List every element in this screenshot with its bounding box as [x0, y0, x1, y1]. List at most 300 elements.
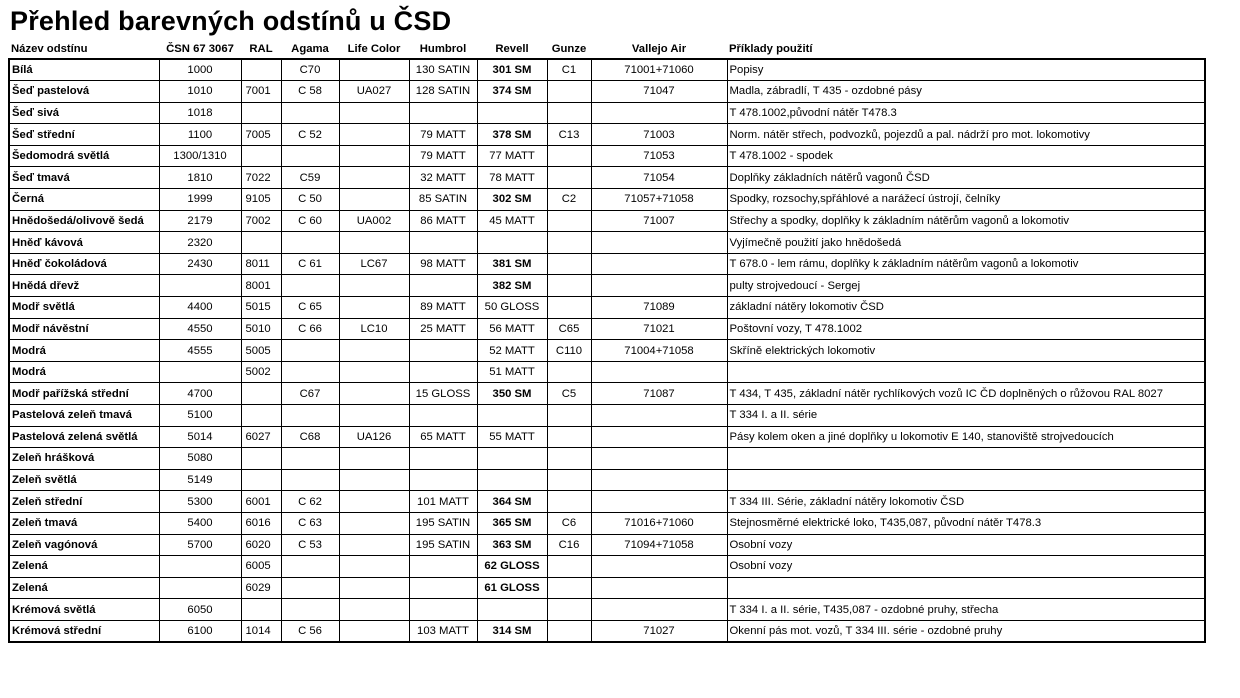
cell-humbrol: 103 MATT — [409, 620, 477, 642]
cell-vallejo-air: 71003 — [591, 124, 727, 146]
cell-humbrol — [409, 275, 477, 297]
cell-humbrol: 130 SATIN — [409, 59, 477, 81]
cell-usage: Skříně elektrických lokomotiv — [727, 340, 1205, 362]
cell-shade-name: Zeleň střední — [9, 491, 159, 513]
cell-ral: 6016 — [241, 512, 281, 534]
cell-revell: 50 GLOSS — [477, 297, 547, 319]
table-row — [9, 534, 1205, 556]
table-row — [9, 318, 1205, 340]
cell-revell — [477, 469, 547, 491]
header-revell: Revell — [495, 43, 529, 55]
cell-agama: C 52 — [281, 124, 339, 146]
cell-revell: 365 SM — [477, 512, 547, 534]
cell-agama — [281, 102, 339, 124]
cell-usage: Stejnosměrné elektrické loko, T435,087, původní nátěr T478.3 — [727, 512, 1205, 534]
table-row — [9, 340, 1205, 362]
cell-life-color — [339, 167, 409, 189]
cell-usage — [727, 469, 1205, 491]
cell-humbrol — [409, 469, 477, 491]
cell-agama — [281, 469, 339, 491]
cell-gunze — [547, 145, 591, 167]
cell-usage: T 434, T 435, základní nátěr rychlíkových vozů IC ČD doplněných o růžovou RAL 8027 — [727, 383, 1205, 405]
cell-shade-name: Zeleň hrášková — [9, 448, 159, 470]
cell-shade-name: Zelená — [9, 577, 159, 599]
cell-vallejo-air: 71007 — [591, 210, 727, 232]
cell-csn: 5149 — [159, 469, 241, 491]
cell-revell: 61 GLOSS — [477, 577, 547, 599]
cell-ral: 1014 — [241, 620, 281, 642]
cell-humbrol — [409, 102, 477, 124]
cell-revell: 374 SM — [477, 81, 547, 103]
cell-life-color — [339, 534, 409, 556]
cell-revell: 382 SM — [477, 275, 547, 297]
cell-shade-name: Modrá — [9, 340, 159, 362]
cell-shade-name: Šeď střední — [9, 124, 159, 146]
cell-revell: 350 SM — [477, 383, 547, 405]
cell-life-color — [339, 383, 409, 405]
cell-revell: 301 SM — [477, 59, 547, 81]
cell-humbrol: 101 MATT — [409, 491, 477, 513]
table-row — [9, 145, 1205, 167]
table-row — [9, 102, 1205, 124]
cell-gunze — [547, 448, 591, 470]
cell-humbrol — [409, 556, 477, 578]
cell-shade-name: Hnědošedá/olivově šedá — [9, 210, 159, 232]
color-shades-table — [8, 40, 1206, 643]
cell-shade-name: Zelená — [9, 556, 159, 578]
cell-csn: 4550 — [159, 318, 241, 340]
cell-ral — [241, 448, 281, 470]
cell-csn: 5300 — [159, 491, 241, 513]
cell-csn: 6050 — [159, 599, 241, 621]
cell-revell — [477, 405, 547, 427]
cell-life-color — [339, 556, 409, 578]
cell-life-color: LC67 — [339, 253, 409, 275]
cell-csn: 1018 — [159, 102, 241, 124]
cell-ral — [241, 232, 281, 254]
cell-vallejo-air: 71047 — [591, 81, 727, 103]
cell-agama: C 53 — [281, 534, 339, 556]
cell-shade-name: Modř světlá — [9, 297, 159, 319]
cell-usage: Osobní vozy — [727, 556, 1205, 578]
cell-usage: Norm. nátěr střech, podvozků, pojezdů a pal. nádrží pro mot. lokomotivy — [727, 124, 1205, 146]
table-row — [9, 253, 1205, 275]
cell-shade-name: Šeď sivá — [9, 102, 159, 124]
cell-ral: 6001 — [241, 491, 281, 513]
cell-ral — [241, 599, 281, 621]
cell-humbrol: 79 MATT — [409, 145, 477, 167]
cell-gunze — [547, 556, 591, 578]
cell-vallejo-air — [591, 448, 727, 470]
cell-humbrol: 195 SATIN — [409, 512, 477, 534]
cell-vallejo-air — [591, 491, 727, 513]
cell-usage: T 478.1002,původní nátěr T478.3 — [727, 102, 1205, 124]
cell-shade-name: Hněď čokoládová — [9, 253, 159, 275]
cell-agama — [281, 599, 339, 621]
cell-gunze: C110 — [547, 340, 591, 362]
header-humbrol: Humbrol — [419, 43, 467, 55]
cell-revell: 62 GLOSS — [477, 556, 547, 578]
cell-usage: Madla, zábradlí, T 435 - ozdobné pásy — [727, 81, 1205, 103]
cell-life-color — [339, 599, 409, 621]
cell-csn: 4700 — [159, 383, 241, 405]
cell-csn: 5400 — [159, 512, 241, 534]
cell-usage: T 334 III. Série, základní nátěry lokomotiv ČSD — [727, 491, 1205, 513]
cell-humbrol: 128 SATIN — [409, 81, 477, 103]
cell-vallejo-air: 71094+71058 — [591, 534, 727, 556]
cell-life-color — [339, 577, 409, 599]
cell-gunze — [547, 102, 591, 124]
cell-ral: 5002 — [241, 361, 281, 383]
cell-usage — [727, 577, 1205, 599]
cell-revell: 378 SM — [477, 124, 547, 146]
header-agama: Agama — [291, 43, 329, 55]
cell-humbrol: 89 MATT — [409, 297, 477, 319]
cell-ral: 5005 — [241, 340, 281, 362]
cell-usage: Střechy a spodky, doplňky k základním nátěrům vagonů a lokomotiv — [727, 210, 1205, 232]
header-vallejo-air: Vallejo Air — [631, 43, 687, 55]
cell-usage — [727, 361, 1205, 383]
page-title: Přehled barevných odstínů u ČSD — [10, 6, 452, 36]
cell-life-color — [339, 491, 409, 513]
cell-ral: 8001 — [241, 275, 281, 297]
cell-shade-name: Modrá — [9, 361, 159, 383]
cell-agama — [281, 340, 339, 362]
cell-vallejo-air — [591, 361, 727, 383]
cell-gunze — [547, 620, 591, 642]
cell-gunze — [547, 275, 591, 297]
cell-humbrol — [409, 599, 477, 621]
cell-shade-name: Modř návěstní — [9, 318, 159, 340]
cell-gunze: C65 — [547, 318, 591, 340]
cell-ral: 7001 — [241, 81, 281, 103]
cell-agama — [281, 232, 339, 254]
table-row — [9, 297, 1205, 319]
cell-vallejo-air — [591, 556, 727, 578]
cell-ral: 6005 — [241, 556, 281, 578]
cell-humbrol — [409, 405, 477, 427]
cell-agama — [281, 577, 339, 599]
cell-life-color: UA126 — [339, 426, 409, 448]
table-row — [9, 405, 1205, 427]
cell-usage: Spodky, rozsochy,spřáhlové a narážecí ústrojí, čelníky — [727, 189, 1205, 211]
table-row — [9, 59, 1205, 81]
cell-vallejo-air: 71001+71060 — [591, 59, 727, 81]
cell-vallejo-air: 71027 — [591, 620, 727, 642]
table-row — [9, 167, 1205, 189]
cell-revell: 302 SM — [477, 189, 547, 211]
cell-life-color — [339, 145, 409, 167]
cell-gunze — [547, 491, 591, 513]
cell-life-color — [339, 361, 409, 383]
cell-life-color — [339, 189, 409, 211]
cell-ral — [241, 145, 281, 167]
cell-csn: 1010 — [159, 81, 241, 103]
cell-humbrol — [409, 232, 477, 254]
cell-shade-name: Pastelová zelená světlá — [9, 426, 159, 448]
table-row — [9, 577, 1205, 599]
cell-csn: 4555 — [159, 340, 241, 362]
cell-vallejo-air: 71087 — [591, 383, 727, 405]
cell-usage: Doplňky základních nátěrů vagonů ČSD — [727, 167, 1205, 189]
cell-revell — [477, 599, 547, 621]
cell-life-color: UA027 — [339, 81, 409, 103]
cell-gunze — [547, 469, 591, 491]
header-csn: ČSN 67 3067 — [166, 43, 234, 55]
cell-shade-name: Šeď tmavá — [9, 167, 159, 189]
cell-humbrol: 65 MATT — [409, 426, 477, 448]
cell-usage: T 678.0 - lem rámu, doplňky k základním nátěrům vagonů a lokomotiv — [727, 253, 1205, 275]
cell-humbrol: 86 MATT — [409, 210, 477, 232]
cell-life-color — [339, 59, 409, 81]
cell-agama: C 61 — [281, 253, 339, 275]
cell-revell: 51 MATT — [477, 361, 547, 383]
cell-ral — [241, 383, 281, 405]
cell-life-color — [339, 340, 409, 362]
cell-humbrol: 85 SATIN — [409, 189, 477, 211]
cell-revell: 52 MATT — [477, 340, 547, 362]
cell-agama: C70 — [281, 59, 339, 81]
cell-vallejo-air — [591, 102, 727, 124]
cell-vallejo-air: 71057+71058 — [591, 189, 727, 211]
table-row — [9, 81, 1205, 103]
cell-revell: 45 MATT — [477, 210, 547, 232]
cell-vallejo-air — [591, 577, 727, 599]
cell-csn — [159, 361, 241, 383]
table-row — [9, 189, 1205, 211]
cell-revell: 78 MATT — [477, 167, 547, 189]
cell-life-color — [339, 102, 409, 124]
cell-shade-name: Šedomodrá světlá — [9, 145, 159, 167]
cell-ral: 5010 — [241, 318, 281, 340]
cell-vallejo-air: 71016+71060 — [591, 512, 727, 534]
cell-csn: 1810 — [159, 167, 241, 189]
cell-shade-name: Zeleň vagónová — [9, 534, 159, 556]
header-ral: RAL — [249, 43, 273, 55]
cell-shade-name: Krémová světlá — [9, 599, 159, 621]
cell-csn: 1000 — [159, 59, 241, 81]
cell-shade-name: Zeleň světlá — [9, 469, 159, 491]
cell-gunze — [547, 599, 591, 621]
cell-usage: Popisy — [727, 59, 1205, 81]
table-row — [9, 620, 1205, 642]
table-header-row — [9, 40, 1205, 59]
cell-usage: T 334 I. a II. série — [727, 405, 1205, 427]
cell-revell — [477, 102, 547, 124]
cell-agama — [281, 448, 339, 470]
cell-usage: Poštovní vozy, T 478.1002 — [727, 318, 1205, 340]
cell-shade-name: Černá — [9, 189, 159, 211]
cell-ral — [241, 102, 281, 124]
cell-agama — [281, 361, 339, 383]
cell-usage: Vyjímečně použití jako hnědošedá — [727, 232, 1205, 254]
cell-gunze — [547, 81, 591, 103]
cell-agama — [281, 275, 339, 297]
cell-shade-name: Zeleň tmavá — [9, 512, 159, 534]
cell-revell — [477, 232, 547, 254]
cell-ral — [241, 405, 281, 427]
cell-life-color — [339, 405, 409, 427]
cell-csn — [159, 275, 241, 297]
cell-usage: Okenní pás mot. vozů, T 334 III. série - ozdobné pruhy — [727, 620, 1205, 642]
cell-csn: 1300/1310 — [159, 145, 241, 167]
cell-gunze — [547, 167, 591, 189]
cell-csn: 2179 — [159, 210, 241, 232]
cell-ral: 7005 — [241, 124, 281, 146]
table-row — [9, 599, 1205, 621]
cell-humbrol: 79 MATT — [409, 124, 477, 146]
cell-csn: 5014 — [159, 426, 241, 448]
cell-gunze — [547, 210, 591, 232]
cell-agama: C 66 — [281, 318, 339, 340]
cell-shade-name: Hnědá dřevž — [9, 275, 159, 297]
cell-gunze — [547, 253, 591, 275]
table-row — [9, 469, 1205, 491]
cell-agama: C67 — [281, 383, 339, 405]
cell-life-color — [339, 297, 409, 319]
cell-shade-name: Hněď kávová — [9, 232, 159, 254]
cell-vallejo-air: 71089 — [591, 297, 727, 319]
cell-gunze — [547, 405, 591, 427]
cell-gunze — [547, 297, 591, 319]
cell-agama: C 56 — [281, 620, 339, 642]
cell-agama — [281, 145, 339, 167]
table-row — [9, 556, 1205, 578]
cell-gunze — [547, 361, 591, 383]
cell-humbrol — [409, 577, 477, 599]
cell-humbrol: 32 MATT — [409, 167, 477, 189]
cell-revell: 55 MATT — [477, 426, 547, 448]
cell-agama: C68 — [281, 426, 339, 448]
cell-csn: 4400 — [159, 297, 241, 319]
cell-usage: Osobní vozy — [727, 534, 1205, 556]
cell-usage: T 478.1002 - spodek — [727, 145, 1205, 167]
cell-usage: Pásy kolem oken a jiné doplňky u lokomotiv E 140, stanoviště strojvedoucích — [727, 426, 1205, 448]
cell-vallejo-air: 71021 — [591, 318, 727, 340]
cell-life-color — [339, 469, 409, 491]
cell-csn: 2320 — [159, 232, 241, 254]
cell-gunze: C2 — [547, 189, 591, 211]
cell-gunze: C5 — [547, 383, 591, 405]
cell-gunze: C1 — [547, 59, 591, 81]
cell-vallejo-air — [591, 275, 727, 297]
cell-revell: 77 MATT — [477, 145, 547, 167]
cell-life-color — [339, 512, 409, 534]
cell-csn: 1999 — [159, 189, 241, 211]
cell-usage: základní nátěry lokomotiv ČSD — [727, 297, 1205, 319]
cell-humbrol — [409, 361, 477, 383]
cell-csn: 6100 — [159, 620, 241, 642]
cell-agama: C 50 — [281, 189, 339, 211]
cell-usage: pulty strojvedoucí - Sergej — [727, 275, 1205, 297]
cell-vallejo-air — [591, 253, 727, 275]
cell-ral: 6029 — [241, 577, 281, 599]
cell-agama — [281, 556, 339, 578]
cell-life-color: UA002 — [339, 210, 409, 232]
table-row — [9, 383, 1205, 405]
cell-shade-name: Modř pařížská střední — [9, 383, 159, 405]
cell-vallejo-air — [591, 469, 727, 491]
cell-csn — [159, 577, 241, 599]
cell-humbrol: 98 MATT — [409, 253, 477, 275]
cell-revell: 56 MATT — [477, 318, 547, 340]
cell-life-color: LC10 — [339, 318, 409, 340]
cell-vallejo-air — [591, 232, 727, 254]
cell-humbrol: 195 SATIN — [409, 534, 477, 556]
table-row — [9, 426, 1205, 448]
table-body — [9, 59, 1205, 642]
cell-life-color — [339, 124, 409, 146]
cell-vallejo-air: 71054 — [591, 167, 727, 189]
cell-agama: C 65 — [281, 297, 339, 319]
table-row — [9, 512, 1205, 534]
table-row — [9, 124, 1205, 146]
cell-agama: C59 — [281, 167, 339, 189]
table-row — [9, 361, 1205, 383]
cell-ral: 6027 — [241, 426, 281, 448]
cell-ral — [241, 59, 281, 81]
cell-revell: 314 SM — [477, 620, 547, 642]
cell-life-color — [339, 275, 409, 297]
table-row — [9, 448, 1205, 470]
cell-usage: T 334 I. a II. série, T435,087 - ozdobné pruhy, střecha — [727, 599, 1205, 621]
cell-shade-name: Šeď pastelová — [9, 81, 159, 103]
cell-life-color — [339, 448, 409, 470]
table-row — [9, 275, 1205, 297]
cell-life-color — [339, 620, 409, 642]
cell-humbrol — [409, 448, 477, 470]
cell-life-color — [339, 232, 409, 254]
cell-ral: 7002 — [241, 210, 281, 232]
cell-ral: 5015 — [241, 297, 281, 319]
header-life-color: Life Color — [347, 43, 401, 55]
cell-gunze — [547, 577, 591, 599]
cell-agama: C 58 — [281, 81, 339, 103]
cell-revell — [477, 448, 547, 470]
cell-agama: C 60 — [281, 210, 339, 232]
cell-revell: 364 SM — [477, 491, 547, 513]
cell-shade-name: Bílá — [9, 59, 159, 81]
cell-csn: 2430 — [159, 253, 241, 275]
table-row — [9, 210, 1205, 232]
table-row — [9, 491, 1205, 513]
cell-ral: 7022 — [241, 167, 281, 189]
cell-vallejo-air — [591, 426, 727, 448]
cell-vallejo-air — [591, 405, 727, 427]
cell-revell: 363 SM — [477, 534, 547, 556]
cell-agama — [281, 405, 339, 427]
table-row — [9, 232, 1205, 254]
cell-ral: 6020 — [241, 534, 281, 556]
cell-gunze: C16 — [547, 534, 591, 556]
cell-ral — [241, 469, 281, 491]
cell-usage — [727, 448, 1205, 470]
cell-csn: 5700 — [159, 534, 241, 556]
header-usage-examples: Příklady použití — [729, 43, 813, 55]
cell-agama: C 63 — [281, 512, 339, 534]
cell-ral: 8011 — [241, 253, 281, 275]
cell-humbrol: 25 MATT — [409, 318, 477, 340]
header-gunze: Gunze — [551, 43, 587, 55]
cell-vallejo-air: 71053 — [591, 145, 727, 167]
cell-vallejo-air: 71004+71058 — [591, 340, 727, 362]
cell-gunze — [547, 426, 591, 448]
cell-revell: 381 SM — [477, 253, 547, 275]
cell-gunze: C6 — [547, 512, 591, 534]
header-name: Název odstínu — [11, 43, 88, 55]
cell-shade-name: Pastelová zeleň tmavá — [9, 405, 159, 427]
cell-agama: C 62 — [281, 491, 339, 513]
